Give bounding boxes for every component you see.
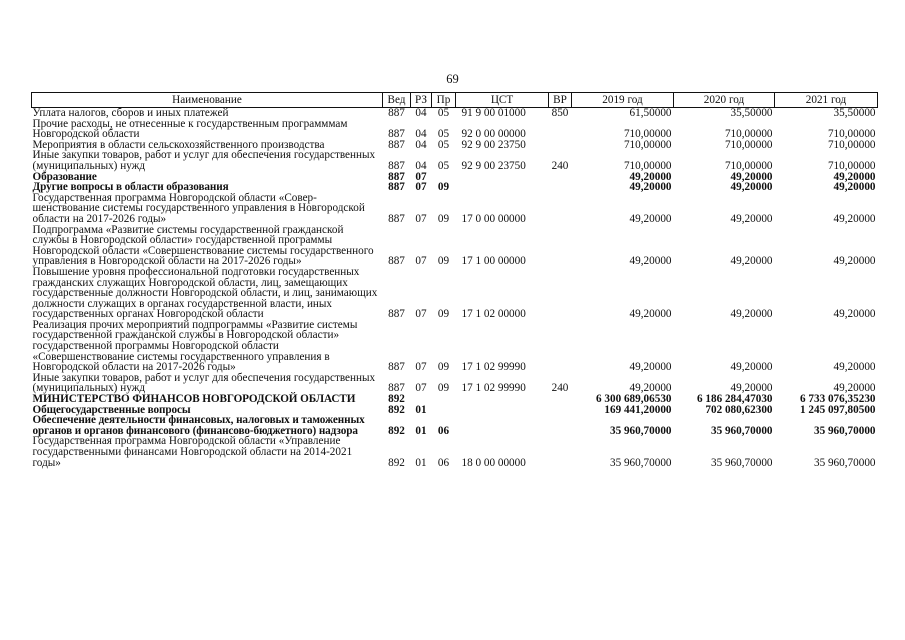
cell-ved: 887 [388,308,405,321]
cell-cst [456,405,549,416]
cell-2021: 49,20000 [833,308,876,321]
cell-2019: 169 441,20000 [604,403,672,416]
cell-pr: 05 [437,159,450,172]
cell-pr: 09 [437,308,450,321]
cell-cst: 17 1 02 99990 [461,382,526,395]
cell-2021: 710,00000 [827,128,876,141]
cell-name: Другие вопросы в области образования [32,181,229,194]
cell-name: Реализация прочих мероприятий подпрограммы «Развитие системы государственной гражданской службы в Новгородской области» государственной программы Новгородской области «Совершенствование системы государственного управления в Новгородской области на 2017-2026 годы» [32,318,358,374]
cell-cst: 92 9 00 23750 [461,159,526,172]
table-row [32,108,878,119]
cell-cst: 17 1 02 99990 [461,361,526,374]
header-2021: 2021 год [775,93,878,108]
cell-2019: 49,20000 [629,170,672,183]
cell-name: Государственная программа Новгородской области «Совершенствование системы государственного управления в Новгородской области на 2017-2026 годы» [32,191,365,225]
page-number: 69 [446,72,459,86]
cell-cst: 92 9 00 23750 [461,138,526,151]
table-row [32,267,878,320]
table-row [32,150,878,171]
cell-2019: 49,20000 [629,308,672,321]
cell-2020: 6 186 284,47030 [696,393,773,406]
cell-2020: 35 960,70000 [710,456,773,469]
cell-pr: 06 [437,424,450,437]
cell-cst: 92 0 00 00000 [461,128,526,141]
cell-name: Государственная программа Новгородской области «Управление государственными финансами Новгородской области на 2014-2021 годы» [32,435,353,469]
cell-name: Общегосударственные вопросы [32,403,191,416]
cell-2020: 710,00000 [724,128,773,141]
header-pr: Пр [432,93,456,108]
cell-rz: 07 [415,255,427,268]
cell-cst: 17 0 00 00000 [461,212,526,225]
cell-2020: 49,20000 [730,255,773,268]
cell-2021: 710,00000 [827,138,876,151]
cell-rz: 04 [415,128,427,141]
cell-cst: 18 0 00 00000 [461,456,526,469]
cell-2019: 49,20000 [629,255,672,268]
cell-pr: 05 [437,128,450,141]
cell-rz: 01 [415,403,427,416]
cell-rz: 04 [415,138,427,151]
cell-vr [549,394,572,405]
header-cst: ЦСТ [456,93,549,108]
cell-rz: 07 [415,308,427,321]
table-row [32,225,878,267]
cell-rz: 07 [415,361,427,374]
cell-vr [549,225,572,267]
cell-ved: 892 [388,393,405,406]
cell-2020: 710,00000 [724,159,773,172]
cell-pr: 09 [437,212,450,225]
table-body [32,108,878,469]
cell-rz: 07 [415,170,427,183]
cell-pr: 05 [437,138,450,151]
cell-pr: 09 [437,361,450,374]
cell-2021: 49,20000 [833,361,876,374]
cell-2021: 49,20000 [833,382,876,395]
cell-vr [549,320,572,373]
cell-vr [549,436,572,468]
cell-2020: 49,20000 [730,212,773,225]
cell-2021: 49,20000 [833,255,876,268]
cell-vr [549,172,572,183]
header-2020: 2020 год [674,93,775,108]
cell-name: Иные закупки товаров, работ и услуг для обеспечения государственных (муниципальных) нужд [32,149,376,172]
cell-2020: 49,20000 [730,308,773,321]
cell-cst [456,182,549,193]
cell-2021: 49,20000 [833,170,876,183]
table-row [32,193,878,225]
cell-2021: 49,20000 [833,212,876,225]
cell-name: Обеспечение деятельности финансовых, налоговых и таможенных органов и органов финансового (финансово-бюджетного) надзора [32,414,365,437]
cell-name: Прочие расходы, не отнесенные к государственным программмам Новгородской области [32,117,348,141]
cell-2019: 710,00000 [623,138,672,151]
cell-ved: 887 [388,382,405,395]
header-name: Наименование [32,93,383,108]
cell-2019: 35 960,70000 [609,424,672,437]
cell-name: Иные закупки товаров, работ и услуг для обеспечения государственных (муниципальных) нужд [32,371,376,395]
cell-pr [432,394,456,405]
cell-cst: 91 9 00 01000 [461,107,526,119]
cell-2020: 35 960,70000 [710,424,773,437]
cell-rz: 07 [415,212,427,225]
cell-cst [456,394,549,405]
cell-vr [549,193,572,225]
cell-2019: 61,50000 [629,107,672,119]
cell-2019: 35 960,70000 [609,456,672,469]
cell-vr [549,415,572,436]
cell-vr [549,182,572,193]
cell-2020: 710,00000 [724,138,773,151]
table-row [32,119,878,140]
cell-cst [456,172,549,183]
cell-ved: 887 [388,159,405,172]
cell-vr: 850 [551,107,569,119]
cell-vr [549,267,572,320]
cell-pr: 06 [437,456,450,469]
cell-ved: 887 [388,107,405,119]
cell-2019: 710,00000 [623,128,672,141]
table-row [32,373,878,394]
cell-pr: 09 [437,255,450,268]
cell-pr: 09 [437,181,450,194]
cell-rz: 07 [415,382,427,395]
cell-2021: 49,20000 [833,181,876,194]
cell-2021: 6 733 076,35230 [799,393,876,406]
cell-vr [549,405,572,416]
header-vr: ВР [549,93,572,108]
cell-cst [456,415,549,436]
cell-2020: 49,20000 [730,170,773,183]
cell-name: Подпрограмма «Развитие системы государственной гражданской службы в Новгородской области» государственной программы Новгородской области «Совершенствование системы государственного управления в Новгородской области на 2017-2026 годы» [32,223,374,268]
cell-2021: 1 245 097,80500 [799,403,876,416]
cell-rz: 07 [415,181,427,194]
budget-table [31,92,878,468]
cell-vr [549,140,572,151]
cell-name: Уплата налогов, сборов и иных платежей [32,107,229,119]
cell-ved: 892 [388,424,405,437]
cell-ved: 887 [388,361,405,374]
cell-rz: 01 [415,424,427,437]
cell-rz: 04 [415,107,427,119]
table-header-row [32,93,878,108]
cell-2020: 49,20000 [730,181,773,194]
header-2019: 2019 год [572,93,674,108]
cell-cst: 17 1 00 00000 [461,255,526,268]
cell-2019: 6 300 689,06530 [595,393,672,406]
cell-name: Образование [32,170,97,183]
cell-rz: 01 [415,456,427,469]
header-ved: Вед [383,93,411,108]
cell-2020: 35,50000 [730,107,773,119]
cell-vr: 240 [551,382,569,395]
cell-ved: 887 [388,255,405,268]
cell-2019: 710,00000 [623,159,672,172]
cell-ved: 887 [388,170,405,183]
table-row [32,436,878,468]
table-row [32,320,878,373]
cell-cst: 17 1 02 00000 [461,308,526,321]
cell-2021: 35,50000 [833,107,876,119]
cell-vr: 240 [551,159,569,172]
cell-2019: 49,20000 [629,361,672,374]
cell-2021: 35 960,70000 [813,424,876,437]
cell-rz: 04 [415,159,427,172]
header-rz: РЗ [411,93,432,108]
cell-vr [549,119,572,140]
cell-2021: 710,00000 [827,159,876,172]
cell-2020: 49,20000 [730,361,773,374]
cell-pr: 05 [437,107,450,119]
table-row [32,415,878,436]
cell-ved: 887 [388,128,405,141]
cell-ved: 887 [388,181,405,194]
cell-2020: 702 080,62300 [705,403,773,416]
cell-2019: 49,20000 [629,212,672,225]
cell-ved: 887 [388,212,405,225]
cell-name: Мероприятия в области сельскохозяйственного производства [32,138,325,151]
cell-2019: 49,20000 [629,181,672,194]
cell-name: Повышение уровня профессиональной подготовки государственных гражданских служащих Новгородской области, лиц, замещающих государственные должности Новгородской области, и лиц, занимающих должности служащих в органах государственной власти, иных государственных органах Новгородской области [32,265,378,321]
cell-pr: 09 [437,382,450,395]
cell-2020: 49,20000 [730,382,773,395]
cell-pr [432,405,456,416]
cell-2021: 35 960,70000 [813,456,876,469]
cell-name: МИНИСТЕРСТВО ФИНАНСОВ НОВГОРОДСКОЙ ОБЛАСТИ [32,393,356,406]
cell-2019: 49,20000 [629,382,672,395]
cell-ved: 887 [388,138,405,151]
cell-ved: 892 [388,456,405,469]
cell-ved: 892 [388,403,405,416]
